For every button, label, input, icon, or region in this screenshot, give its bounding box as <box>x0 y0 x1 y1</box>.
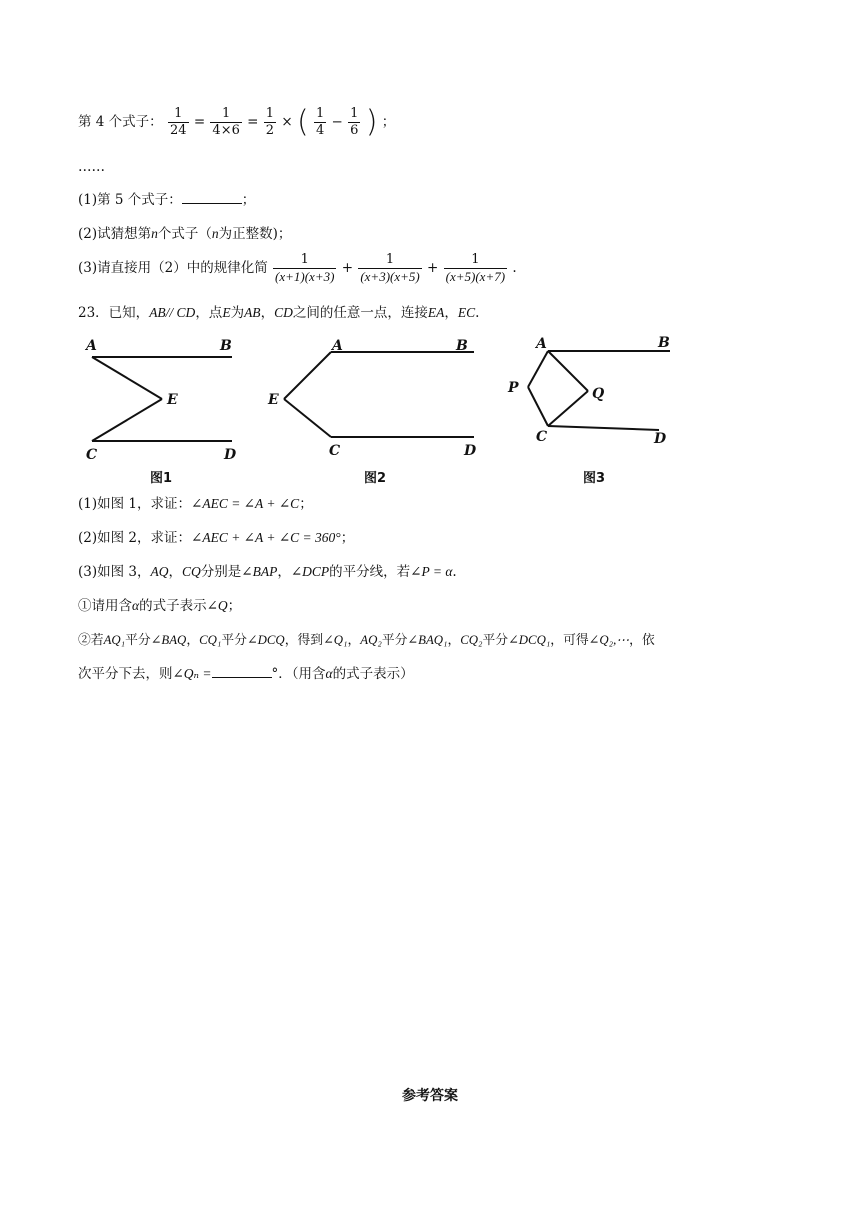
formula-line-4 <box>78 106 395 139</box>
sub-question-3-part-2 <box>78 631 655 650</box>
plus-sign: + <box>341 260 354 276</box>
right-paren: ) <box>365 104 378 140</box>
text: ； <box>299 496 313 512</box>
semicolon: ； <box>241 192 256 208</box>
figure-3 <box>504 332 684 456</box>
text: 的式子表示 <box>139 598 207 614</box>
figure-3-caption: 图3 <box>583 471 606 486</box>
question-3 <box>78 252 517 285</box>
text: ， <box>260 305 275 321</box>
label-d: D <box>224 447 237 463</box>
text: ②若 <box>78 633 104 648</box>
segment-pc <box>528 387 548 426</box>
text: ，依 <box>629 633 655 648</box>
math: ∠Q₂,⋯ <box>588 633 630 647</box>
text: ，可得 <box>550 633 589 648</box>
label-c: C <box>329 443 341 459</box>
sub-question-3 <box>78 563 457 581</box>
text: 之间的任意一点，连接 <box>292 305 428 321</box>
math: ∠AEC + ∠A + ∠C = 360° <box>191 530 341 545</box>
math: EA <box>427 305 445 320</box>
var-n: n <box>211 226 219 241</box>
sub-question-1 <box>78 495 313 513</box>
text: ， <box>444 305 458 321</box>
math: ∠DCQ <box>246 633 285 647</box>
fraction-term-3: $\frac{1}{(x+5)(x+7)}$ <box>445 252 506 284</box>
label-e: E <box>167 392 178 408</box>
semicolon: ； <box>381 114 396 130</box>
text: 平分 <box>482 633 509 648</box>
math: ∠Q₁ <box>323 633 348 647</box>
segment-qc <box>548 391 588 426</box>
label-a: A <box>86 338 97 354</box>
math: ∠BAQ <box>150 633 187 647</box>
math: AQ₂ <box>360 633 382 647</box>
line-cd <box>548 426 659 430</box>
fraction-term-2: $\frac{1}{(x+3)(x+5)}$ <box>360 252 420 284</box>
text: 的平分线，若 <box>329 564 411 580</box>
question-2 <box>78 225 291 243</box>
text: ， <box>168 564 183 580</box>
text: . <box>452 564 457 580</box>
sub-question-3-part-1 <box>78 597 241 615</box>
text: ，点 <box>195 305 223 321</box>
times-sign: × <box>281 114 293 130</box>
math: AB <box>244 305 261 320</box>
text: 平分 <box>381 633 408 648</box>
label-d: D <box>464 443 477 459</box>
question-2-text: 为正整数)； <box>218 226 292 242</box>
math: ∠Q <box>206 598 228 613</box>
label-b: B <box>456 338 468 354</box>
var-n: n <box>151 226 158 241</box>
math: ∠BAQ₁ <box>407 633 448 647</box>
math: AB// CD <box>149 305 196 320</box>
question-2-text: (2)试猜想第 <box>78 226 152 242</box>
text: 平分 <box>221 633 247 648</box>
math: EC <box>457 305 476 320</box>
text: ， <box>347 633 361 648</box>
math: AQ <box>150 564 169 579</box>
text: (3)如图 3， <box>78 564 151 580</box>
label-e: E <box>268 392 279 408</box>
equals-sign: = <box>193 114 206 130</box>
text: 次平分下去，则 <box>78 666 173 682</box>
fraction-1-4x6: $\frac{1}{4\times 6}$ <box>212 106 240 138</box>
math: E <box>222 305 231 320</box>
plus-sign: + <box>427 260 439 276</box>
text: 23．已知， <box>78 305 150 321</box>
label-c: C <box>86 447 98 463</box>
left-paren: ( <box>296 104 309 140</box>
label-p: P <box>508 380 519 396</box>
text: (2)如图 2，求证： <box>78 530 192 546</box>
segment-ec <box>284 399 331 437</box>
text: ， <box>277 564 291 580</box>
label-b: B <box>220 338 232 354</box>
minus-sign: − <box>331 114 343 130</box>
sub-question-2 <box>78 529 354 547</box>
math: α <box>325 666 333 681</box>
math: ∠AEC = ∠A + ∠C <box>191 496 300 511</box>
segment-ae <box>284 352 331 399</box>
fraction-1-4: $\frac{1}{4}$ <box>315 106 325 138</box>
segment-ae <box>92 357 162 399</box>
math: α <box>132 598 140 613</box>
fraction-1-6: $\frac{1}{6}$ <box>350 106 359 138</box>
figure-2 <box>266 334 481 468</box>
text: . <box>475 305 480 321</box>
text: ； <box>227 598 242 614</box>
segment-ec <box>92 399 162 441</box>
label-d: D <box>654 431 667 447</box>
problem-23-statement <box>78 304 479 322</box>
text: °．（用含 <box>271 666 326 682</box>
fraction-term-1: $\frac{1}{(x+1)(x+3)}$ <box>275 252 335 284</box>
text: 的式子表示） <box>332 666 414 682</box>
sub-question-3-part-2-cont <box>78 665 414 683</box>
label-c: C <box>536 429 548 445</box>
text: (1)如图 1，求证： <box>78 496 192 512</box>
period: . <box>512 260 517 276</box>
segment-ap <box>528 351 548 387</box>
fraction-1-2: $\frac{1}{2}$ <box>265 106 275 138</box>
label-a: A <box>536 336 547 352</box>
answer-blank[interactable] <box>182 191 242 204</box>
formula-prefix: 第 4 个式子： <box>78 114 163 130</box>
ellipsis: …… <box>78 159 105 175</box>
segment-aq <box>548 351 588 391</box>
label-a: A <box>332 338 343 354</box>
question-2-text: 个式子（ <box>157 226 212 242</box>
question-1 <box>78 191 255 209</box>
figure-1 <box>80 334 250 468</box>
math: CQ <box>182 564 201 579</box>
answer-blank[interactable] <box>212 665 272 678</box>
math: ∠DCP <box>290 564 330 579</box>
equals-sign: = <box>247 114 259 130</box>
math: ∠BAP <box>241 564 278 579</box>
math: CD <box>274 305 293 320</box>
math: ∠DCQ₁ <box>508 633 551 647</box>
text: ①请用含 <box>78 598 132 614</box>
math: AQ₁ <box>103 633 126 647</box>
text: 平分 <box>125 633 151 648</box>
text: 为 <box>230 305 245 321</box>
text: ； <box>340 530 355 546</box>
text: ，得到 <box>284 633 324 648</box>
label-q: Q <box>592 386 605 402</box>
math: ∠P = α <box>410 564 453 579</box>
math: CQ₁ <box>199 633 222 647</box>
math: ∠Qₙ = <box>172 666 212 681</box>
fraction-1-24: $\frac{1}{24}$ <box>169 106 187 138</box>
text: ， <box>186 633 200 648</box>
question-3-text: (3)请直接用（2）中的规律化简 <box>78 260 268 276</box>
text: 分别是 <box>200 564 242 580</box>
figure-2-caption: 图2 <box>364 471 387 486</box>
text: ， <box>447 633 461 648</box>
math: CQ₂ <box>460 633 483 647</box>
label-b: B <box>658 335 670 351</box>
figure-1-caption: 图1 <box>150 471 173 486</box>
question-1-text: (1)第 5 个式子： <box>78 192 182 208</box>
answer-section-title: 参考答案 <box>402 1088 458 1104</box>
